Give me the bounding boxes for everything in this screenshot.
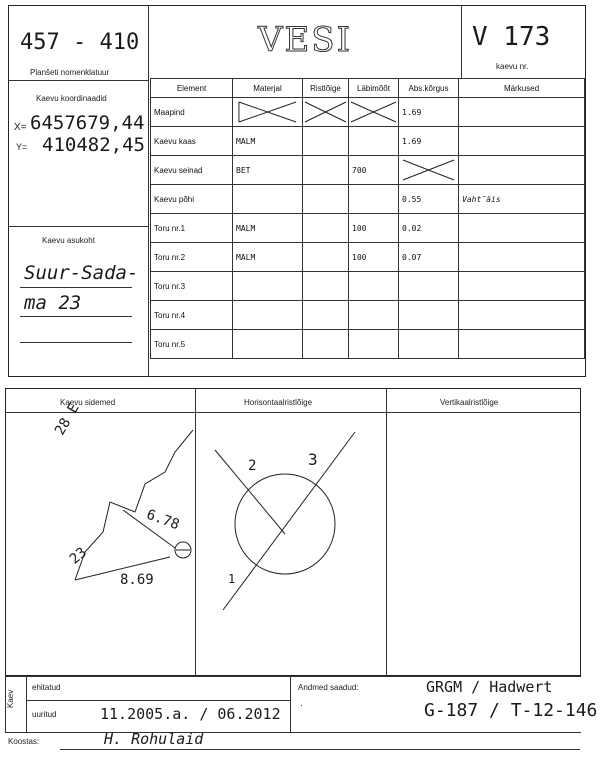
row-remarks [459, 127, 585, 156]
signature-line [60, 749, 580, 750]
row-remarks [459, 156, 585, 185]
well-number-value: V 173 [472, 22, 551, 52]
table-row [151, 243, 585, 272]
table-row [151, 272, 585, 301]
row-remarks [459, 243, 585, 272]
divider [26, 676, 27, 732]
divider [386, 388, 387, 676]
author-label: Koostas: [8, 737, 40, 746]
writing-line [20, 316, 132, 317]
row-element: Kaevu kaas [151, 127, 233, 156]
row-abs-height [399, 272, 459, 301]
row-element: Maapind [151, 98, 233, 127]
x-label: X= [14, 122, 27, 133]
row-cross-section [303, 243, 349, 272]
row-abs-height [399, 301, 459, 330]
divider [461, 5, 462, 78]
row-cross-section [303, 185, 349, 214]
row-diameter: 700 [349, 156, 399, 185]
row-material [233, 301, 303, 330]
built-label: ehitatud [32, 683, 61, 692]
row-remarks [459, 301, 585, 330]
divider [8, 80, 148, 81]
row-diameter [349, 272, 399, 301]
source-line-2: G-187 / T-12-146 [424, 700, 598, 721]
row-cross-section [303, 330, 349, 359]
table-row [151, 98, 585, 127]
row-element: Kaevu põhi [151, 185, 233, 214]
table-row [151, 127, 585, 156]
row-diameter [349, 185, 399, 214]
column-header: Ristlõige [303, 79, 349, 98]
y-label: Y= [16, 142, 28, 152]
row-abs-height: 0.55 [399, 185, 459, 214]
row-remarks [459, 330, 585, 359]
column-header: Materjal [233, 79, 303, 98]
column-header: Märkused [459, 79, 585, 98]
horizontal-section-label: Horisontaalristlõige [244, 398, 313, 407]
row-remarks [459, 214, 585, 243]
divider [5, 676, 581, 677]
row-cross-section [303, 156, 349, 185]
divider [290, 676, 291, 732]
row-element: Toru nr.5 [151, 330, 233, 359]
location-label: Kaevu asukoht [42, 236, 95, 245]
row-cross-section [303, 301, 349, 330]
y-coordinate: 410482,45 [42, 134, 145, 156]
crossed-out-cell [349, 98, 399, 127]
table-header-row [151, 79, 585, 98]
row-diameter: 100 [349, 243, 399, 272]
pipe-label-3: 3 [308, 450, 318, 469]
building-outline [75, 430, 193, 580]
row-material: MALM [233, 243, 303, 272]
well-number-label: kaevu nr. [496, 62, 529, 71]
row-element: Toru nr.3 [151, 272, 233, 301]
table-row [151, 301, 585, 330]
row-element: Toru nr.2 [151, 243, 233, 272]
row-remarks [459, 98, 585, 127]
nomenclature-value: 457 - 410 [20, 30, 140, 55]
pipe-label-2: 2 [248, 458, 257, 474]
location-line-2: ma 23 [24, 292, 82, 314]
row-abs-height: 0.07 [399, 243, 459, 272]
divider [8, 226, 148, 227]
ties-sketch [5, 412, 195, 676]
measured-label: uuritud [32, 710, 57, 719]
writing-line [20, 287, 132, 288]
row-element: Toru nr.4 [151, 301, 233, 330]
row-diameter [349, 301, 399, 330]
row-material: MALM [233, 127, 303, 156]
x-coordinate: 6457679,44 [30, 112, 145, 134]
row-material [233, 185, 303, 214]
crossed-out-cell [399, 156, 459, 185]
writing-line [20, 342, 132, 343]
building-ref: 28 E [52, 400, 83, 438]
horizontal-section-sketch [195, 412, 386, 676]
crossed-out-cell [303, 98, 349, 127]
row-material [233, 272, 303, 301]
table-row [151, 330, 585, 359]
row-material: MALM [233, 214, 303, 243]
pipe-label-1: 1 [228, 572, 236, 586]
row-cross-section [303, 127, 349, 156]
row-element: Kaevu seinad [151, 156, 233, 185]
row-remarks [459, 272, 585, 301]
source-label: Andmed saadud: [298, 683, 359, 692]
table-row [151, 185, 585, 214]
row-diameter [349, 127, 399, 156]
crossed-out-cell [233, 98, 303, 127]
page-title: VESI [257, 20, 353, 60]
row-cross-section [303, 214, 349, 243]
row-abs-height: 1.69 [399, 127, 459, 156]
location-line-1: Suur-Sada- [24, 262, 139, 284]
vertical-section-label: Vertikaalristlõige [440, 398, 499, 407]
table-row [151, 156, 585, 185]
row-abs-height: 0.02 [399, 214, 459, 243]
point-23: 23 [66, 544, 91, 568]
row-remarks: Vaht̃äis [459, 185, 585, 214]
author-value: H. Rohulaid [104, 730, 204, 748]
distance-b: 8.69 [120, 572, 154, 588]
column-header: Abs.kõrgus [399, 79, 459, 98]
row-diameter: 100 [349, 214, 399, 243]
side-label: Kaev [6, 689, 15, 708]
well-circle [235, 474, 335, 574]
row-element: Toru nr.1 [151, 214, 233, 243]
source-line-1: GRGM / Hadwert [426, 678, 553, 696]
row-material: BET [233, 156, 303, 185]
measured-value: 11.2005.a. / 06.2012 [100, 705, 281, 723]
divider [5, 732, 581, 733]
row-diameter [349, 330, 399, 359]
divider [26, 700, 290, 701]
column-header: Läbimõõt [349, 79, 399, 98]
nomenclature-label: Planšeti nomenklatuur [30, 68, 110, 77]
well-elements-table [150, 78, 585, 359]
row-abs-height: 1.69 [399, 98, 459, 127]
ties-label: Kaevu sidemed [60, 398, 116, 407]
coordinates-label: Kaevu koordinaadid [36, 94, 107, 103]
source-dot: . [300, 698, 303, 709]
row-abs-height [399, 330, 459, 359]
table-row [151, 214, 585, 243]
divider [148, 5, 149, 377]
row-material [233, 330, 303, 359]
column-header: Element [151, 79, 233, 98]
distance-a: 6.78 [144, 506, 182, 534]
row-cross-section [303, 272, 349, 301]
